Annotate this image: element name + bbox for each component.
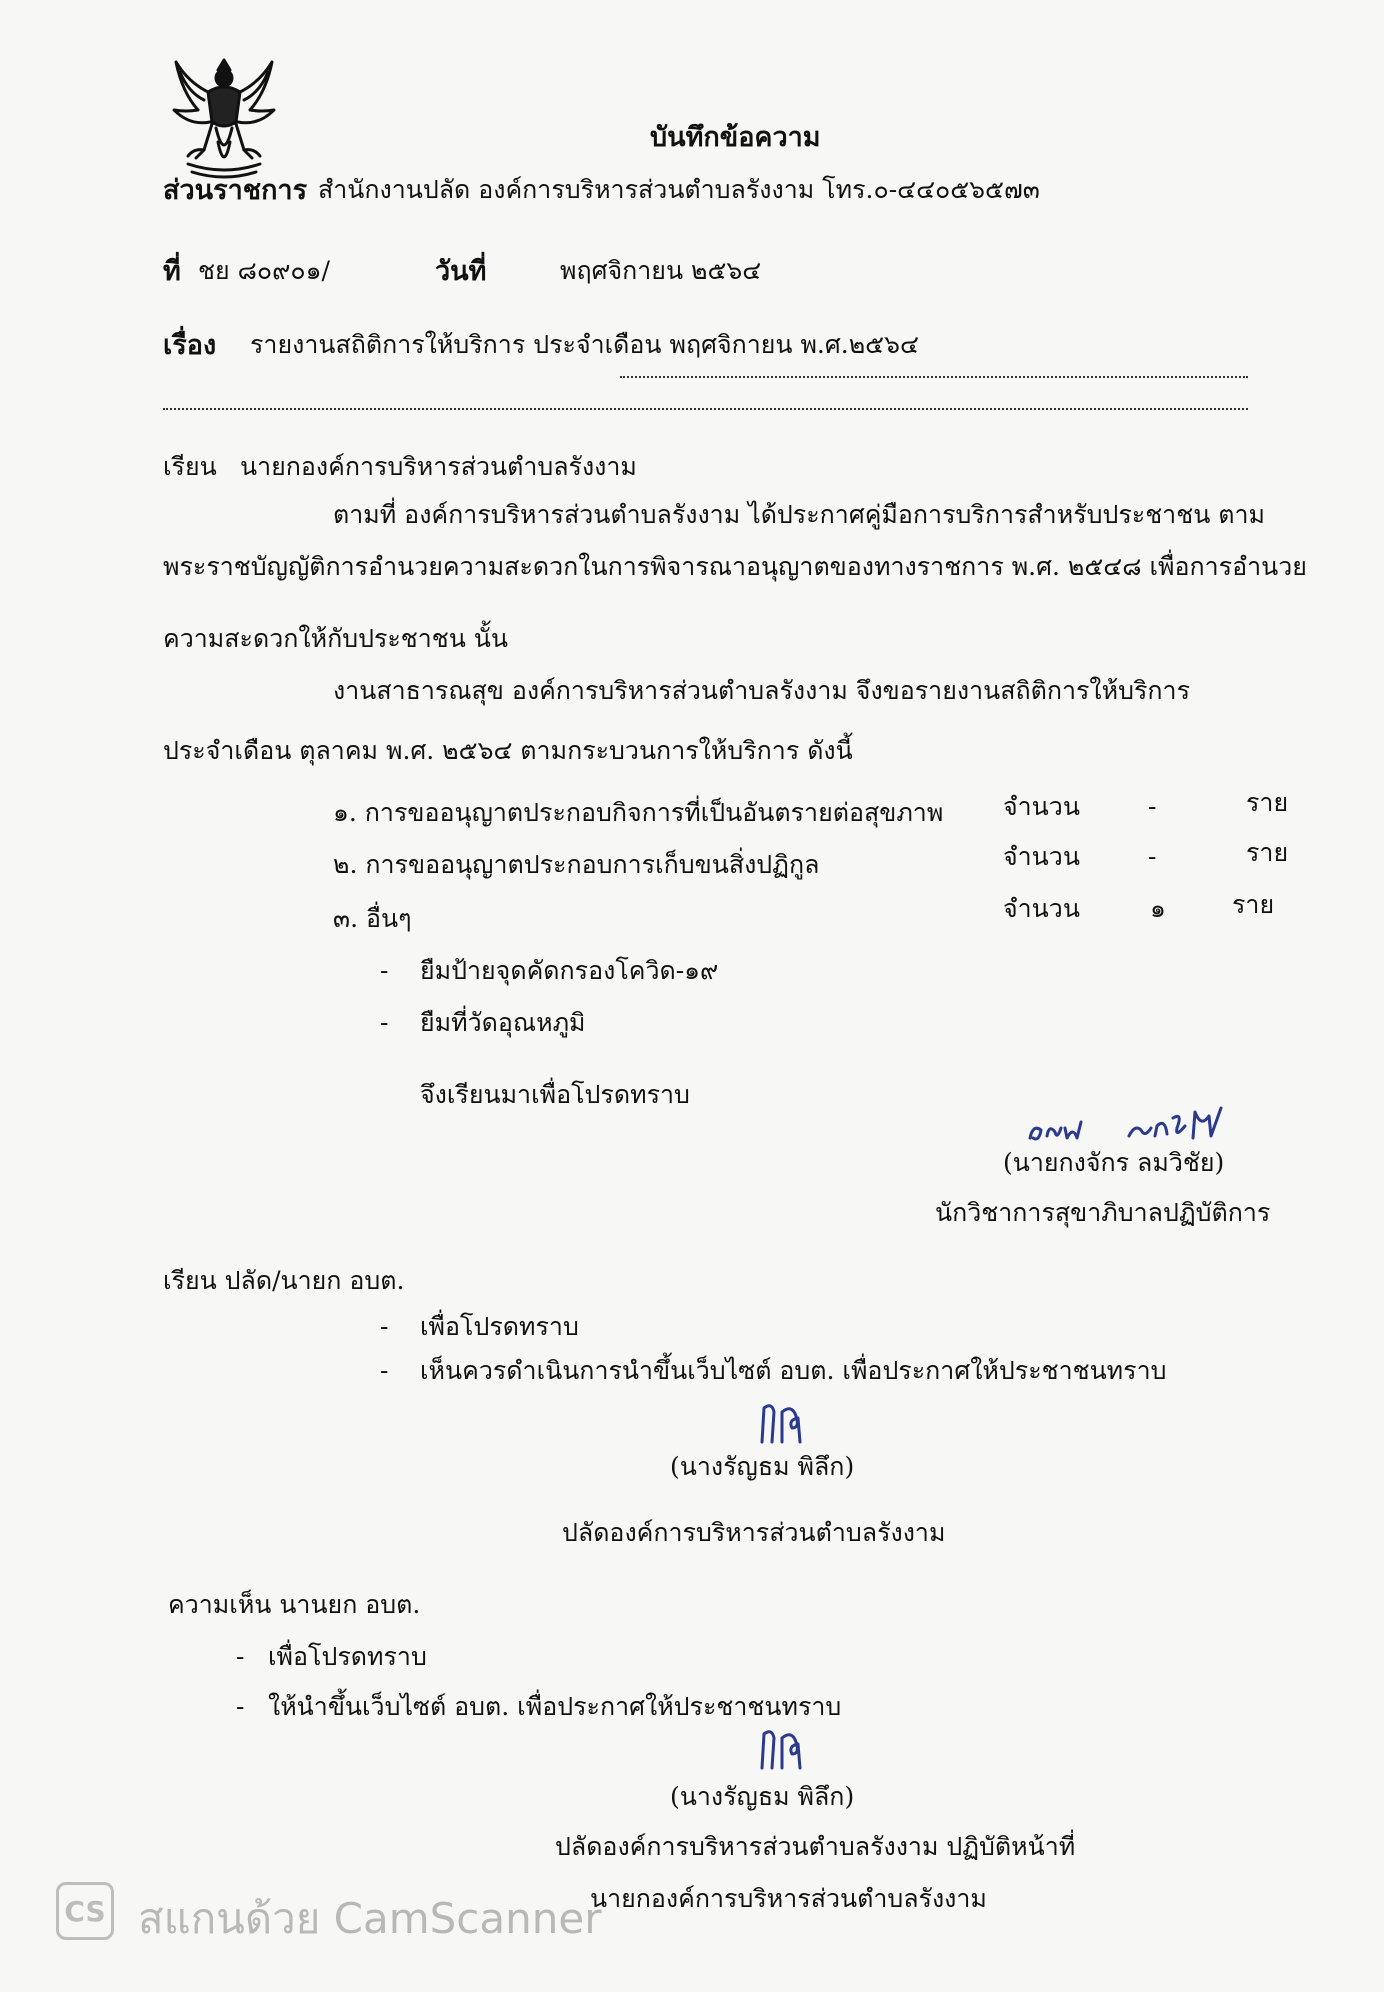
camscanner-watermark: สแกนด้วย CamScanner — [138, 1894, 602, 1943]
item-unit: ราย — [1232, 890, 1275, 919]
signature-2-icon — [752, 1398, 812, 1448]
item-qty-label: จำนวน — [1003, 894, 1080, 923]
ref-value: ชย ๘๐๙๐๑/ — [198, 256, 330, 285]
signer1-position: นักวิชาการสุขาภิบาลปฏิบัติการ — [935, 1198, 1271, 1227]
signature-3-icon — [752, 1724, 812, 1774]
date-value: พฤศจิกายน ๒๕๖๔ — [560, 256, 762, 285]
bullet-dash: - — [380, 1356, 389, 1385]
memo-title: บันทึกข้อความ — [650, 122, 821, 153]
section3-signer-position-2: นายกองค์การบริหารส่วนตำบลรังงาม — [590, 1884, 987, 1913]
bullet-dash: - — [380, 1312, 389, 1341]
signer1-name: (นายกงจักร ลมวิชัย) — [1003, 1148, 1225, 1177]
section3-signer-name: (นางรัญธม พิลึก) — [670, 1782, 855, 1811]
item-qty: - — [1148, 792, 1157, 821]
para1-line1: ตามที่ องค์การบริหารส่วนตำบลรังงาม ได้ประกาศคู่มือการบริการสำหรับประชาชน ตาม — [333, 500, 1265, 529]
para2-line1: งานสาธารณสุข องค์การบริหารส่วนตำบลรังงาม จึงขอรายงานสถิติการให้บริการ — [333, 676, 1191, 705]
section3-signer-position-1: ปลัดองค์การบริหารส่วนตำบลรังงาม ปฏิบัติหน้าที่ — [555, 1832, 1076, 1861]
section3-heading: ความเห็น นานยก อบต. — [168, 1590, 421, 1619]
para1-line2: พระราชบัญญัติการอำนวยความสะดวกในการพิจารณาอนุญาตของทางราชการ พ.ศ. ๒๕๔๘ เพื่อการอำนวย — [163, 552, 1307, 581]
item-qty: - — [1148, 842, 1157, 871]
dotted-rule-2 — [163, 408, 1248, 410]
salutation-label: เรียน — [163, 452, 217, 481]
item-qty: ๑ — [1150, 894, 1166, 923]
subject-label: เรื่อง — [163, 330, 217, 361]
section2-signer-name: (นางรัญธม พิลึก) — [670, 1452, 855, 1481]
bullet-dash: - — [380, 1008, 389, 1037]
item-qty-label: จำนวน — [1003, 842, 1080, 871]
date-label: วันที่ — [435, 256, 487, 287]
ref-label: ที่ — [163, 256, 181, 287]
para1-line3: ความสะดวกให้กับประชาชน นั้น — [163, 624, 508, 653]
dept-label: ส่วนราชการ — [163, 175, 308, 206]
sub-item: ยืมที่วัดอุณหภูมิ — [420, 1008, 586, 1037]
list-item: ๓. อื่นๆ — [333, 904, 412, 933]
list-item: ๒. การขออนุญาตประกอบการเก็บขนสิ่งปฏิกูล — [333, 850, 820, 879]
garuda-emblem-icon — [168, 52, 280, 182]
subject-value: รายงานสถิติการให้บริการ ประจำเดือน พฤศจิกายน พ.ศ.๒๕๖๔ — [250, 330, 919, 359]
item-unit: ราย — [1246, 838, 1289, 867]
sub-item: ยืมป้ายจุดคัดกรองโควิด-๑๙ — [420, 956, 719, 985]
section2-signer-position: ปลัดองค์การบริหารส่วนตำบลรังงาม — [562, 1518, 946, 1547]
section2-to: เรียน ปลัด/นายก อบต. — [163, 1266, 405, 1295]
signature-1-icon — [1025, 1098, 1235, 1148]
para2-line2: ประจำเดือน ตุลาคม พ.ศ. ๒๕๖๔ ตามกระบวนการให้บริการ ดังนี้ — [163, 736, 853, 765]
bullet-dash: - — [380, 956, 389, 985]
item-qty-label: จำนวน — [1003, 792, 1080, 821]
section2-bullet: เห็นควรดำเนินการนำขึ้นเว็บไซต์ อบต. เพื่อประกาศให้ประชาชนทราบ — [420, 1356, 1167, 1385]
section3-bullet: เพื่อโปรดทราบ — [268, 1642, 427, 1671]
list-item: ๑. การขออนุญาตประกอบกิจการที่เป็นอันตรายต่อสุขภาพ — [333, 798, 944, 827]
bullet-dash: - — [236, 1692, 245, 1721]
section2-bullet: เพื่อโปรดทราบ — [420, 1312, 579, 1341]
salutation-to: นายกองค์การบริหารส่วนตำบลรังงาม — [240, 452, 637, 481]
section3-bullet: ให้นำขึ้นเว็บไซต์ อบต. เพื่อประกาศให้ประชาชนทราบ — [268, 1692, 842, 1721]
dept-value: สำนักงานปลัด องค์การบริหารส่วนตำบลรังงาม โทร.๐-๔๔๐๕๖๕๗๓ — [318, 175, 1040, 204]
closing-text: จึงเรียนมาเพื่อโปรดทราบ — [420, 1080, 690, 1109]
camscanner-logo-icon: CS — [56, 1882, 114, 1940]
dotted-rule-1 — [620, 376, 1248, 378]
bullet-dash: - — [236, 1642, 245, 1671]
item-unit: ราย — [1246, 788, 1289, 817]
